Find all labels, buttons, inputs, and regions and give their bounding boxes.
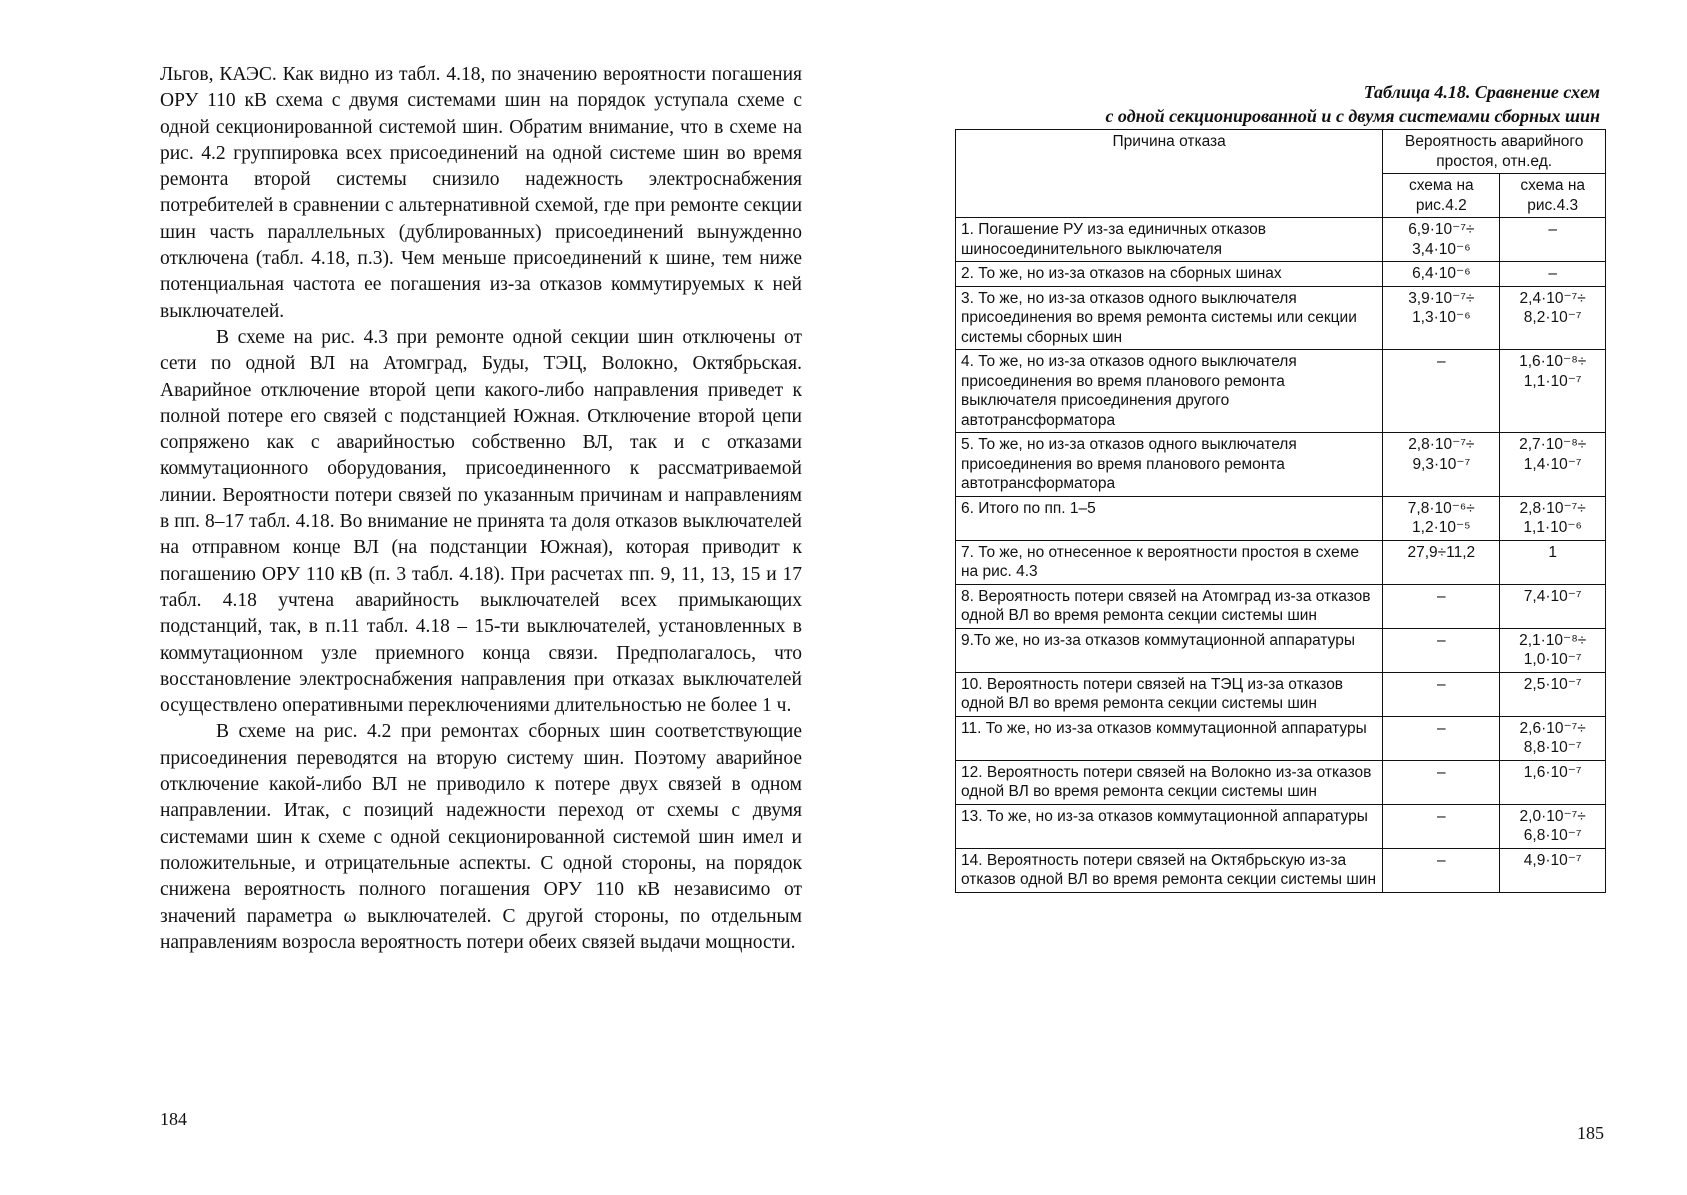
cell-value-line: 2,0·10⁻⁷÷ (1519, 807, 1586, 825)
cell-value-line: – (1437, 631, 1446, 649)
cell-scheme-4-3 (1500, 848, 1606, 892)
table-caption-line-1: Таблица 4.18. Сравнение схем (1363, 82, 1600, 102)
cell-value-line: 3,4·10⁻⁶ (1412, 240, 1471, 258)
cell-value-line: – (1437, 763, 1446, 781)
paragraph-2: В схеме на рис. 4.3 при ремонте одной секции шин отключены от сети по одной ВЛ на Атомград, Буды, ТЭЦ, Волокно, Октябрьская. Аварийное отключение второй цепи какого-либо направления приведет к полной потере его связей с подстанцией Южная. Отключение второй цепи сопряжено как с аварийностью собственно ВЛ, так и с отказами коммутационного оборудования, присоединенного к рассматриваемой линии. Вероятности потери связей по указанным причинам и направлениям в пп. 8–17 табл. 4.18. Во внимание не принята та доля отказов выключателей на отправном конце ВЛ (на подстанции Южная), которая приводит к погашению ОРУ 110 кВ (п. 3 табл. 4.18). При расчетах пп. 9, 11, 13, 15 и 17 табл. 4.18 учтена аварийность выключателей всех примыкающих подстанций, так, в п.11 табл. 4.18 – 15-ти выключателей, установленных в коммутационном узле приемного конца связи. Предполагалось, что восстановление электроснабжения направления при отказах выключателей осуществлено оперативными переключениями длительностью не более 1 ч. (160, 326, 802, 717)
table-caption (1000, 80, 1600, 128)
cell-value-line: 8,2·10⁻⁷ (1523, 309, 1582, 326)
header-scheme-4-3: схема на рис.4.3 (1500, 174, 1606, 218)
cell-scheme-4-2 (1383, 716, 1500, 760)
table-row (956, 848, 1606, 892)
cell-value-line: 1,6·10⁻⁷ (1523, 763, 1582, 781)
cell-cause: 8. Вероятность потери связей на Атомград из-за отказов одной ВЛ во время ремонта секции системы шин (956, 584, 1383, 628)
cell-value-line: 2,4·10⁻⁷÷ (1519, 289, 1586, 307)
cell-scheme-4-3 (1500, 628, 1606, 672)
cell-scheme-4-2 (1383, 848, 1500, 892)
header-scheme-4-2: схема на рис.4.2 (1383, 174, 1500, 218)
cell-scheme-4-2 (1383, 540, 1500, 584)
cell-scheme-4-3 (1500, 716, 1606, 760)
left-page-body (160, 62, 802, 956)
header-cause: Причина отказа (956, 130, 1383, 218)
cell-scheme-4-2 (1383, 496, 1500, 540)
cell-cause: 1. Погашение РУ из-за единичных отказов шиносоединительного выключателя (956, 218, 1383, 262)
cell-value-line: 1,1·10⁻⁷ (1523, 372, 1582, 390)
cell-scheme-4-2 (1383, 350, 1500, 433)
cell-scheme-4-3 (1500, 760, 1606, 804)
cell-cause: 5. То же, но из-за отказов одного выключателя присоединения во время планового ремонта автотрансформатора (956, 433, 1383, 497)
cell-value-line: 6,4·10⁻⁶ (1412, 265, 1471, 282)
page-number-left: 184 (160, 1109, 187, 1129)
cell-value-line: 1,6·10⁻⁸÷ (1519, 353, 1587, 370)
cell-scheme-4-2 (1383, 286, 1500, 350)
header-probability: Вероятность аварийного простоя, отн.ед. (1383, 130, 1606, 174)
cell-value-line: 6,8·10⁻⁷ (1523, 827, 1582, 844)
cell-scheme-4-3 (1500, 804, 1606, 848)
table-row (956, 262, 1606, 287)
cell-scheme-4-3 (1500, 286, 1606, 350)
cell-value-line: 2,6·10⁻⁷÷ (1519, 719, 1586, 737)
cell-cause: 6. Итого по пп. 1–5 (956, 496, 1383, 540)
cell-value-line: 27,9÷11,2 (1407, 543, 1476, 561)
cell-value-line: 1,0·10⁻⁷ (1523, 651, 1582, 668)
cell-scheme-4-3 (1500, 540, 1606, 584)
cell-scheme-4-2 (1383, 584, 1500, 628)
cell-scheme-4-2 (1383, 262, 1500, 287)
table-row (956, 804, 1606, 848)
cell-scheme-4-3 (1500, 496, 1606, 540)
cell-value-line: 1 (1548, 543, 1557, 561)
cell-scheme-4-3 (1500, 672, 1606, 716)
cell-value-line: 3,9·10⁻⁷÷ (1408, 289, 1475, 307)
cell-value-line: – (1437, 851, 1446, 869)
cell-scheme-4-2 (1383, 804, 1500, 848)
cell-value-line: 2,5·10⁻⁷ (1523, 675, 1582, 693)
comparison-table (955, 129, 1606, 893)
cell-cause: 12. Вероятность потери связей на Волокно из-за отказов одной ВЛ во время ремонта секции системы шин (956, 760, 1383, 804)
cell-value-line: 6,9·10⁻⁷÷ (1408, 221, 1475, 238)
table-row (956, 433, 1606, 497)
cell-value-line: – (1437, 807, 1446, 825)
cell-cause: 13. То же, но из-за отказов коммутационной аппаратуры (956, 804, 1383, 848)
cell-cause: 9.То же, но из-за отказов коммутационной аппаратуры (956, 628, 1383, 672)
table-body (956, 218, 1606, 893)
cell-scheme-4-2 (1383, 218, 1500, 262)
cell-value-line: 2,7·10⁻⁸÷ (1519, 436, 1587, 453)
cell-scheme-4-3 (1500, 218, 1606, 262)
cell-scheme-4-2 (1383, 760, 1500, 804)
table-row (956, 672, 1606, 716)
cell-value-line: 2,1·10⁻⁸÷ (1519, 631, 1587, 649)
cell-cause: 10. Вероятность потери связей на ТЭЦ из-за отказов одной ВЛ во время ремонта секции системы шин (956, 672, 1383, 716)
cell-cause: 3. То же, но из-за отказов одного выключателя присоединения во время ремонта системы или секции системы сборных шин (956, 286, 1383, 350)
table-caption-line-2: с одной секционированной и с двумя системами сборных шин (1105, 106, 1600, 126)
cell-cause: 14. Вероятность потери связей на Октябрьскую из-за отказов одной ВЛ во время ремонта секции системы шин (956, 848, 1383, 892)
paragraph-1: Льгов, КАЭС. Как видно из табл. 4.18, по значению вероятности погашения ОРУ 110 кВ схема с двумя системами шин на порядок уступала схеме с одной секционированной системой шин. Обратим внимание, что в схеме на рис. 4.2 группировка всех присоединений на одной системе шин во время ремонта второй системы снизило надежность электроснабжения потребителей в сравнении с альтернативной схемой, где при ремонте секции шин часть параллельных (дублированных) присоединений вынужденно отключена (табл. 4.18, п.3). Чем меньше присоединений к шине, тем ниже потенциальная частота ее погашения из-за отказов коммутируемых к ней выключателей. (160, 64, 802, 322)
table-row (956, 760, 1606, 804)
table-row (956, 496, 1606, 540)
table-row (956, 584, 1606, 628)
cell-value-line: – (1548, 265, 1557, 282)
cell-cause: 11. То же, но из-за отказов коммутационной аппаратуры (956, 716, 1383, 760)
cell-value-line: – (1437, 587, 1446, 605)
cell-value-line: – (1437, 719, 1446, 737)
cell-scheme-4-2 (1383, 433, 1500, 497)
cell-scheme-4-2 (1383, 628, 1500, 672)
paragraph-3: В схеме на рис. 4.2 при ремонтах сборных шин соответствующие присоединения переводятся на вторую систему шин. Поэтому аварийное отключение какой-либо ВЛ не приводило к потере двух связей в одном направлении. Итак, с позиций надежности переход от схемы с двумя системами шин к схеме с одной секционированной системой шин имел и положительные, и отрицательные аспекты. С одной стороны, на порядок снижена вероятность полного погашения ОРУ 110 кВ независимо от значений параметра ω выключателей. С другой стороны, по отдельным направлениям возросла вероятность потери обеих связей выдачи мощности. (160, 721, 802, 953)
table-row (956, 716, 1606, 760)
cell-value-line: 7,8·10⁻⁶÷ (1407, 499, 1475, 517)
cell-cause: 4. То же, но из-за отказов одного выключателя присоединения во время планового ремонта выключателя присоединения другого автотрансформатора (956, 350, 1383, 433)
cell-value-line: 7,4·10⁻⁷ (1523, 587, 1582, 605)
cell-value-line: 1,3·10⁻⁶ (1412, 309, 1471, 326)
table-header-row (956, 130, 1606, 174)
cell-value-line: 4,9·10⁻⁷ (1523, 851, 1582, 869)
table-row (956, 218, 1606, 262)
cell-scheme-4-2 (1383, 672, 1500, 716)
table-row (956, 286, 1606, 350)
cell-value-line: 8,8·10⁻⁷ (1523, 739, 1582, 756)
cell-cause: 7. То же, но отнесенное к вероятности простоя в схеме на рис. 4.3 (956, 540, 1383, 584)
cell-scheme-4-3 (1500, 350, 1606, 433)
table-row (956, 540, 1606, 584)
cell-value-line: 1,4·10⁻⁷ (1523, 455, 1582, 473)
cell-value-line: 2,8·10⁻⁷÷ (1519, 499, 1586, 517)
cell-value-line: 2,8·10⁻⁷÷ (1408, 436, 1475, 453)
cell-value-line: 9,3·10⁻⁷ (1412, 455, 1471, 473)
cell-value-line: – (1437, 675, 1446, 693)
cell-value-line: – (1437, 353, 1446, 370)
cell-value-line: 1,1·10⁻⁶ (1523, 519, 1582, 536)
page-number-right: 185 (1577, 1123, 1604, 1143)
cell-cause: 2. То же, но из-за отказов на сборных шинах (956, 262, 1383, 287)
table-row (956, 350, 1606, 433)
cell-scheme-4-3 (1500, 584, 1606, 628)
cell-value-line: 1,2·10⁻⁵ (1412, 519, 1471, 536)
table-row (956, 628, 1606, 672)
cell-scheme-4-3 (1500, 262, 1606, 287)
cell-value-line: – (1548, 221, 1557, 238)
cell-scheme-4-3 (1500, 433, 1606, 497)
